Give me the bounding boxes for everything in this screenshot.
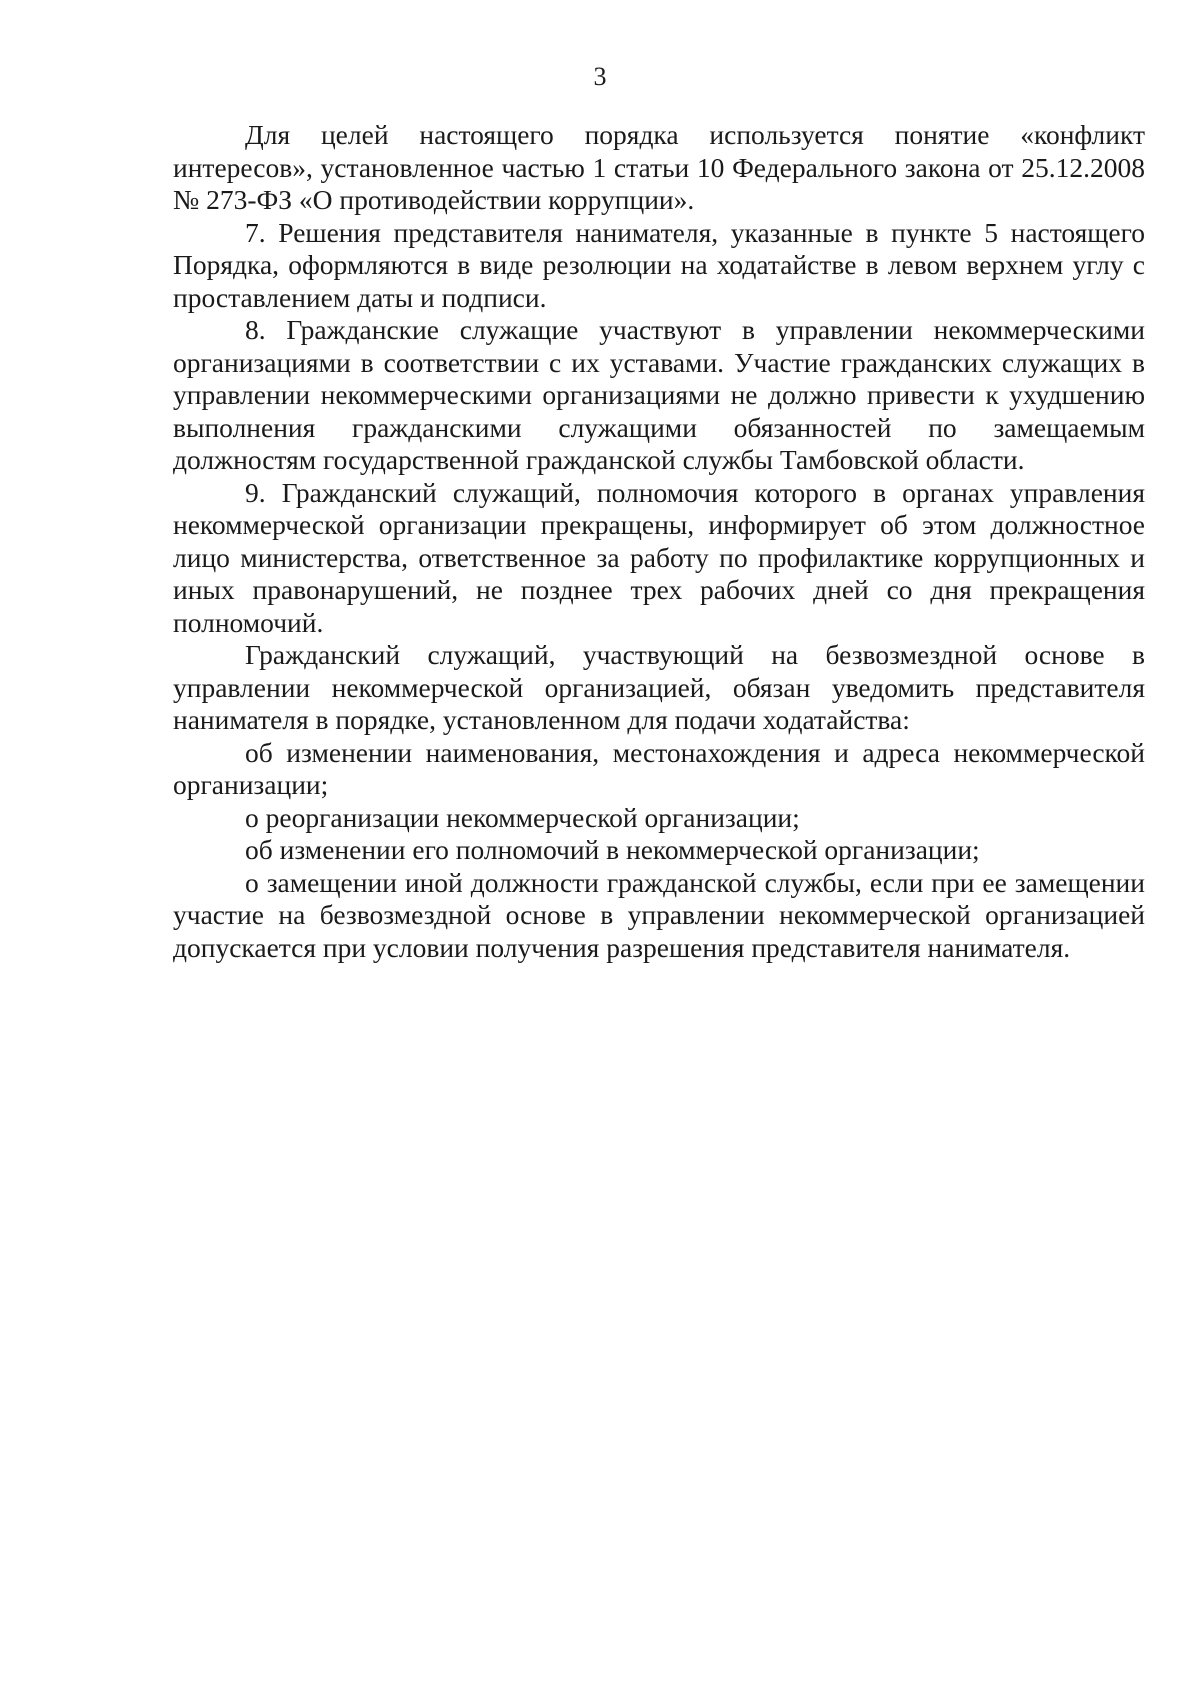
list-item-reorganization: о реорганизации некоммерческой организации; <box>245 801 800 833</box>
page-number: 3 <box>593 62 607 91</box>
list-item-other-position: о замещении иной должности гражданской службы, если при ее замещении участие на безвозмездной основе в управлении некоммерческой организацией допускается при условии получения разрешения представителя нанимателя. <box>173 866 1145 963</box>
list-item-name-change: об изменении наименования, местонахождения и адреса некоммерческой организации; <box>173 736 1145 800</box>
paragraph-item-7: 7. Решения представителя нанимателя, указанные в пункте 5 настоящего Порядка, оформляются в виде резолюции на ходатайстве в левом верхнем углу с проставлением даты и подписи. <box>173 216 1145 313</box>
document-body <box>173 119 1145 964</box>
paragraph-item-8: 8. Гражданские служащие участвуют в управлении некоммерческими организациями в соответствии с их уставами. Участие гражданских служащих в управлении некоммерческими организациями не должно привести к ухудшению выполнения гражданскими служащими обязанностей по замещаемым должностям государственной гражданской службы Тамбовской области. <box>173 314 1145 475</box>
paragraph-conflict-of-interest: Для целей настоящего порядка используется понятие «конфликт интересов», установленное частью 1 статьи 10 Федерального закона от 25.12.2008 № 273-ФЗ «О противодействии коррупции». <box>173 119 1145 215</box>
list-item-powers-change: об изменении его полномочий в некоммерческой организации; <box>245 834 980 865</box>
paragraph-notification-duty: Гражданский служащий, участвующий на безвозмездной основе в управлении некоммерческой организацией, обязан уведомить представителя нанимателя в порядке, установленном для подачи ходатайства: <box>173 639 1145 735</box>
paragraph-item-9: 9. Гражданский служащий, полномочия которого в органах управления некоммерческой организации прекращены, информирует об этом должностное лицо министерства, ответственное за работу по профилактике коррупционных и иных правонарушений, не позднее трех рабочих дней со дня прекращения полномочий. <box>173 476 1145 638</box>
